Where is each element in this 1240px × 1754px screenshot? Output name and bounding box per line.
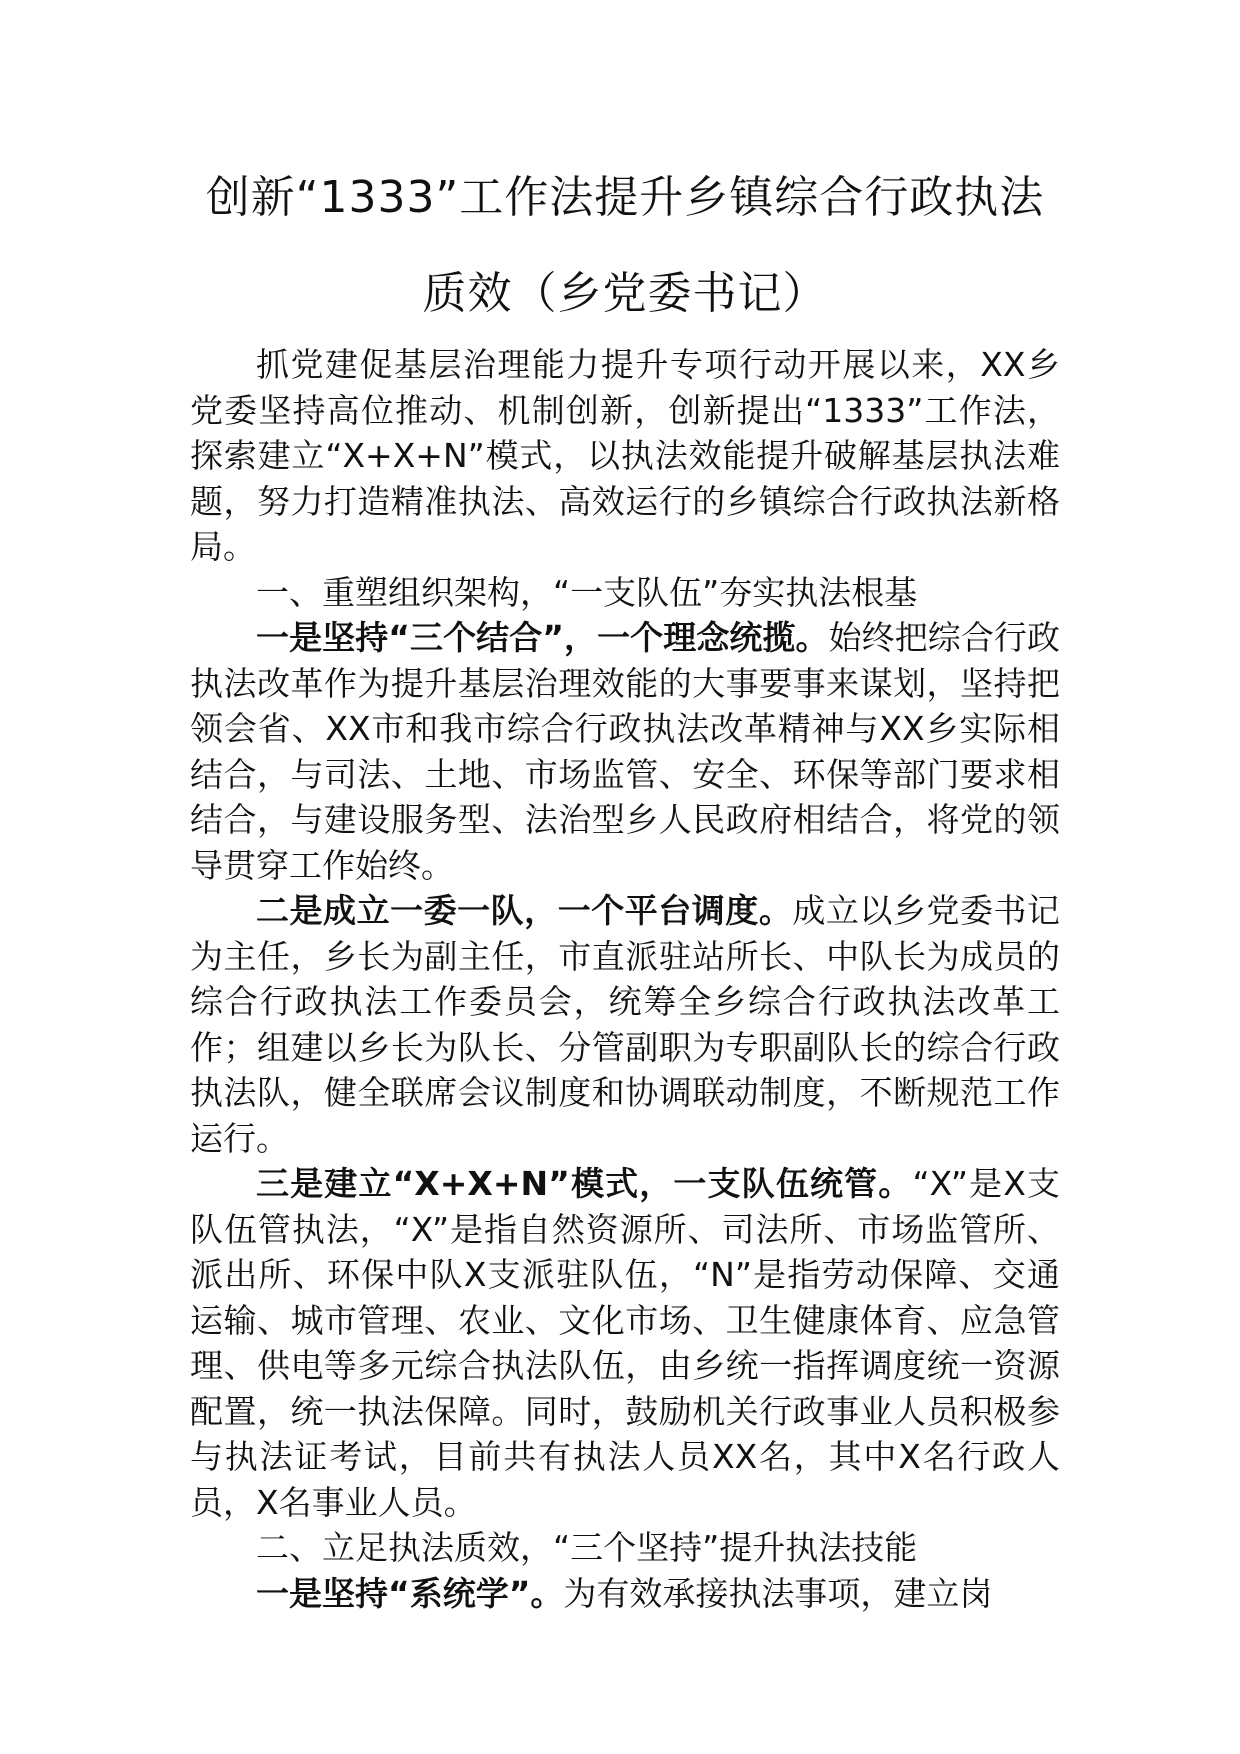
- paragraph-2: [190, 888, 1060, 1161]
- paragraph-1-lead: 一是坚持“三个结合”，一个理念统揽。: [256, 618, 829, 657]
- document-title-line2: 质效（乡党委书记）: [422, 268, 828, 319]
- section-heading-2: 二、立足执法质效，“三个坚持”提升执法技能: [256, 1528, 918, 1567]
- document-page: [190, 150, 1060, 1616]
- paragraph-2-lead: 二是成立一委一队，一个平台调度。: [256, 891, 793, 930]
- document-title-line1: 创新“1333”工作法提升乡镇综合行政执法: [205, 172, 1045, 223]
- paragraph-4-body: 为有效承接执法事项，建立岗: [563, 1573, 993, 1613]
- paragraph-3-lead: 三是建立“X+X+N”模式，一支队伍统管。: [256, 1164, 913, 1203]
- section-heading-1: 一、重塑组织架构，“一支队伍”夯实执法根基: [256, 572, 918, 612]
- paragraph-3: [190, 1161, 1060, 1525]
- paragraph-3-body: “X”是X支队伍管执法，“X”是指自然资源所、司法所、市场监管所、派出所、环保中队X支派驻队伍，“N”是指劳动保障、交通运输、城市管理、农业、文化市场、卫生健康体育、应急管理、供电等多元综合执法队伍，由乡统一指挥调度统一资源配置，统一执法保障。同时，鼓励机关行政事业人员积极参与执法证考试，目前共有执法人员XX名，其中X名行政人员，X名事业人员。: [190, 1164, 1060, 1522]
- paragraph-4: [190, 1571, 1060, 1617]
- intro-paragraph: 抓党建促基层治理能力提升专项行动开展以来，XX乡党委坚持高位推动、机制创新，创新提出“1333”工作法，探索建立“X+X+N”模式，以执法效能提升破解基层执法难题，努力打造精准执法、高效运行的乡镇综合行政执法新格局。: [190, 345, 1060, 566]
- paragraph-1-body: 始终把综合行政执法改革作为提升基层治理效能的大事要事来谋划，坚持把领会省、XX市和我市综合行政执法改革精神与XX乡实际相结合，与司法、土地、市场监管、安全、环保等部门要求相结合，与建设服务型、法治型乡人民政府相结合，将党的领导贯穿工作始终。: [190, 618, 1060, 885]
- paragraph-1: [190, 615, 1060, 888]
- paragraph-4-lead: 一是坚持“系统学”。: [256, 1573, 564, 1613]
- paragraph-2-body: 成立以乡党委书记为主任，乡长为副主任，市直派驻站所长、中队长为成员的综合行政执法工作委员会，统筹全乡综合行政执法改革工作；组建以乡长为队长、分管副职为专职副队长的综合行政执法队，健全联席会议制度和协调联动制度，不断规范工作运行。: [190, 891, 1061, 1158]
